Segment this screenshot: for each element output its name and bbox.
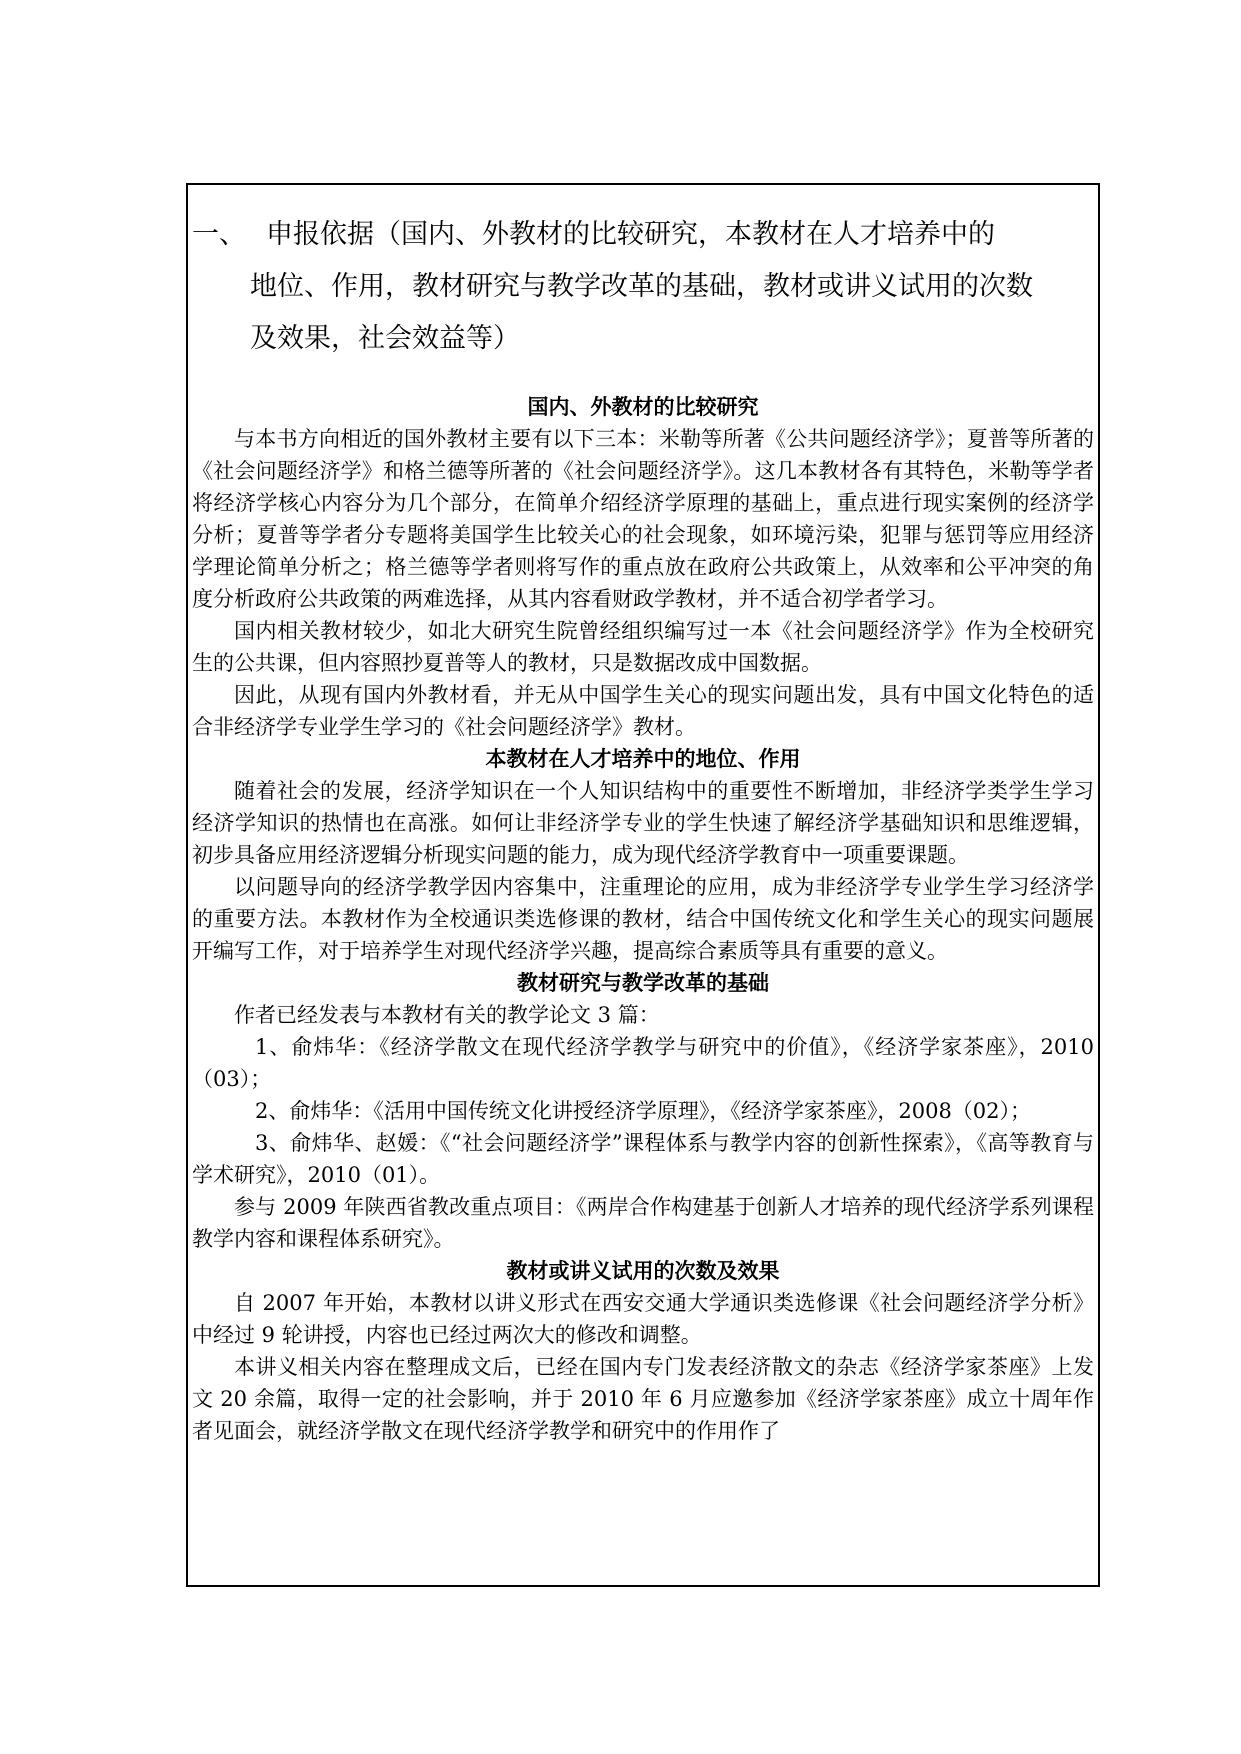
section-number: 一、 <box>192 219 246 250</box>
paragraph: 与本书方向相近的国外教材主要有以下三本：米勒等所著《公共问题经济学》；夏普等所著的《社会问题经济学》和格兰德等所著的《社会问题经济学》。这几本教材各有其特色，米勒等学者将经济学核心内容分为几个部分，在简单介绍经济学原理的基础上，重点进行现实案例的经济学分析；夏普等学者分专题将美国学生比较关心的社会现象，如环境污染，犯罪与惩罚等应用经济学理论简单分析之；格兰德等学者则将写作的重点放在政府公共政策上，从效率和公平冲突的角度分析政府公共政策的两难选择，从其内容看财政学教材，并不适合初学者学习。 <box>192 427 1094 611</box>
paragraph: 随着社会的发展，经济学知识在一个人知识结构中的重要性不断增加，非经济学类学生学习经济学知识的热情也在高涨。如何让非经济学专业的学生快速了解经济学基础知识和思维逻辑，初步具备应用经济逻辑分析现实问题的能力，成为现代经济学教育中一项重要课题。 <box>192 779 1094 867</box>
reference-item: 3、俞炜华、赵媛：《“社会问题经济学”课程体系与教学内容的创新性探索》，《高等教育与学术研究》，2010（01）。 <box>192 1131 1094 1187</box>
paragraph: 作者已经发表与本教材有关的教学论文 3 篇： <box>234 1003 660 1027</box>
paragraph: 因此，从现有国内外教材看，并无从中国学生关心的现实问题出发，具有中国文化特色的适合非经济学专业学生学习的《社会问题经济学》教材。 <box>192 683 1094 739</box>
paragraph: 国内相关教材较少，如北大研究生院曾经组织编写过一本《社会问题经济学》作为全校研究生的公共课，但内容照抄夏普等人的教材，只是数据改成中国数据。 <box>192 619 1094 675</box>
paragraph: 自 2007 年开始，本教材以讲义形式在西安交通大学通识类选修课《社会问题经济学分析》中经过 9 轮讲授，内容也已经过两次大的修改和调整。 <box>192 1291 1094 1347</box>
paragraph: 本讲义相关内容在整理成文后，已经在国内专门发表经济散文的杂志《经济学家茶座》上发文 20 余篇，取得一定的社会影响，并于 2010 年 6 月应邀参加《经济学家茶座》成立十周年作者见面会，就经济学散文在现代经济学教学和研究中的作用作了 <box>192 1355 1094 1443</box>
paragraph: 以问题导向的经济学教学因内容集中，注重理论的应用，成为非经济学专业学生学习经济学的重要方法。本教材作为全校通识类选修课的教材，结合中国传统文化和学生关心的现实问题展开编写工作，对于培养学生对现代经济学兴趣，提高综合素质等具有重要的意义。 <box>192 875 1094 963</box>
section-heading-line-3: 及效果，社会效益等） <box>250 323 520 354</box>
section-heading-line-1: 申报依据（国内、外教材的比较研究，本教材在人才培养中的 <box>266 219 995 250</box>
subsection-title-comparison: 国内、外教材的比较研究 <box>527 394 759 419</box>
subsection-title-trial-effect: 教材或讲义试用的次数及效果 <box>506 1258 780 1283</box>
reference-item: 1、俞炜华：《经济学散文在现代经济学教学与研究中的价值》，《经济学家茶座》，2010（03）； <box>192 1035 1094 1091</box>
paragraph: 参与 2009 年陕西省教改重点项目：《两岸合作构建基于创新人才培养的现代经济学系列课程教学内容和课程体系研究》。 <box>192 1195 1094 1251</box>
subsection-title-research-basis: 教材研究与教学改革的基础 <box>517 970 769 995</box>
section-heading <box>192 209 1096 365</box>
reference-item: 2、俞炜华：《活用中国传统文化讲授经济学原理》，《经济学家茶座》，2008（02）； <box>255 1099 1032 1123</box>
document-body <box>192 391 1094 1447</box>
section-heading-line-2: 地位、作用，教材研究与教学改革的基础，教材或讲义试用的次数 <box>250 271 1033 302</box>
subsection-title-role: 本教材在人才培养中的地位、作用 <box>485 746 801 771</box>
form-table-cell <box>186 183 1100 1587</box>
